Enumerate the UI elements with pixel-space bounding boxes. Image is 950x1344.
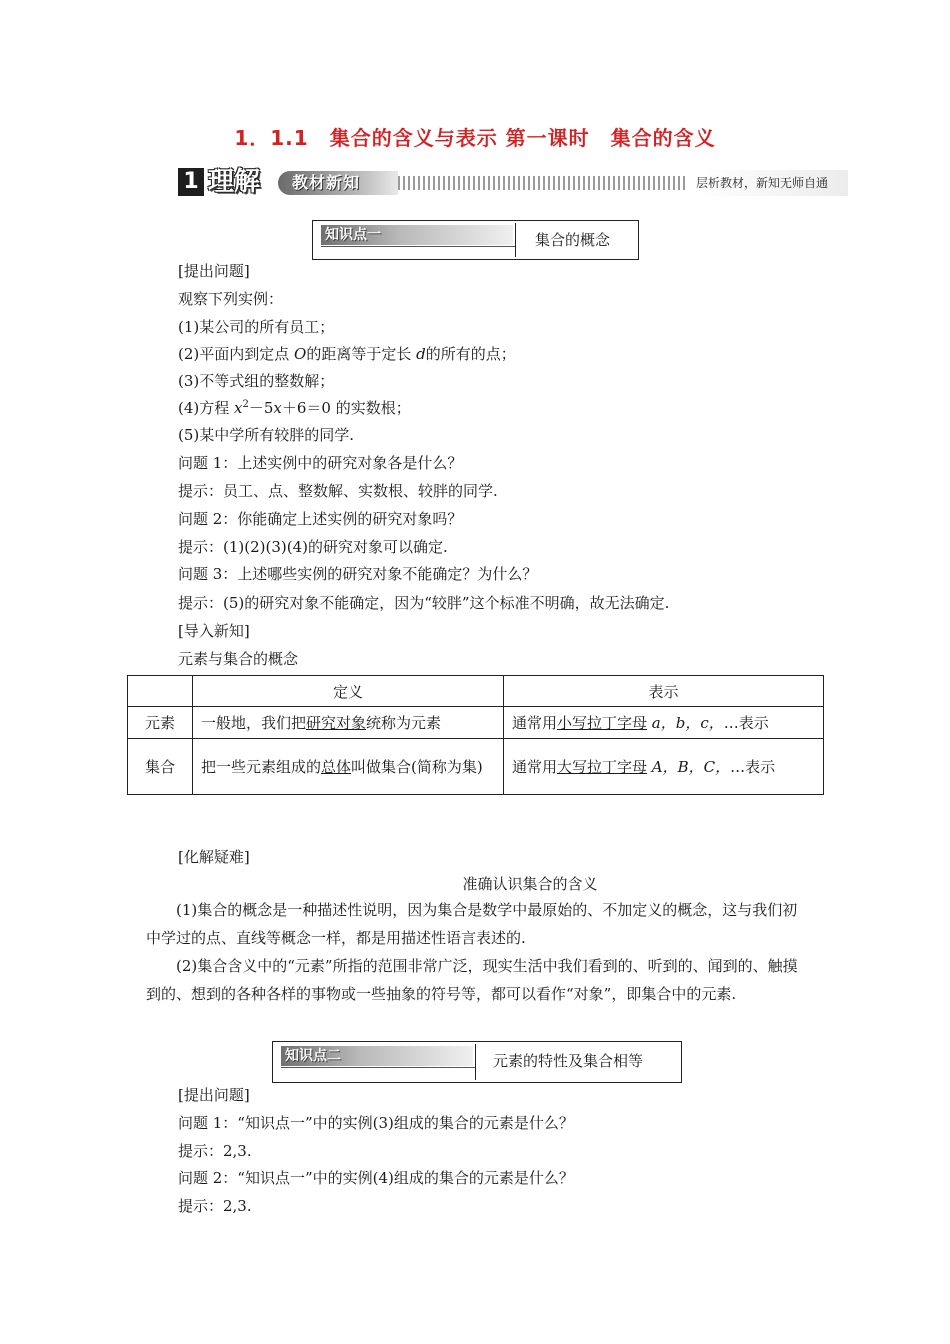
section-heading: [导入新知] [178, 622, 250, 640]
divider [281, 1067, 475, 1068]
example-5: (5)某中学所有较胖的同学. [178, 426, 355, 444]
banner-main-text: 理解 [208, 167, 261, 197]
banner-number: 1 [178, 168, 204, 196]
example-1: (1)某公司的所有员工； [178, 318, 335, 336]
knowledge-point-two-tab [281, 1046, 473, 1066]
text: …表示 [723, 714, 769, 732]
section-heading: [提出问题] [178, 262, 250, 280]
knowledge-point-one-box [312, 220, 639, 260]
knowledge-point-two-tab-text: 知识点二 [285, 1048, 341, 1064]
text: 叫做集合(简称为集) [351, 757, 483, 776]
knowledge-point-two-label: 元素的特性及集合相等 [493, 1052, 644, 1070]
knowledge-point-two-box [272, 1041, 682, 1083]
text: 把一些元素组成的 [201, 757, 322, 776]
variables: A，B，C， [647, 758, 731, 776]
section-heading: [提出问题] [178, 1086, 250, 1104]
section-banner [178, 166, 848, 200]
table-row [128, 707, 824, 739]
text: 一般地，我们把 [201, 714, 307, 732]
knowledge-point-one-tab [321, 225, 513, 245]
example-3: (3)不等式组的整数解； [178, 372, 335, 390]
subsection-title: 准确认识集合的含义 [462, 875, 598, 893]
question-2: 问题 2：你能确定上述实例的研究对象吗？ [178, 510, 463, 528]
table-cell [504, 707, 824, 739]
hint-2: 提示：(1)(2)(3)(4)的研究对象可以确定. [178, 538, 448, 556]
question-1: 问题 1：上述实例中的研究对象各是什么？ [178, 454, 463, 472]
var-O: O [294, 345, 307, 363]
question-1: 问题 1：“知识点一”中的实例(3)组成的集合的元素是什么？ [178, 1114, 574, 1132]
example-2 [178, 343, 516, 364]
text: 通常用 [512, 714, 558, 732]
text: 的距离等于定长 [306, 345, 417, 363]
underlined-text: 小写拉丁字母 [557, 714, 648, 732]
table-cell [193, 739, 504, 795]
banner-tag [278, 171, 398, 195]
table-header-row [128, 676, 824, 707]
hint-3: 提示：(5)的研究对象不能确定，因为“较胖”这个标准不明确，故无法确定. [178, 594, 670, 612]
text: ＋6＝0 的实数根； [281, 399, 411, 417]
underlined-text: 研究对象 [306, 714, 367, 732]
page-title: 1．1.1 集合的含义与表示 第一课时 集合的含义 [234, 126, 716, 150]
banner-tag-text: 教材新知 [292, 173, 361, 192]
example-4 [178, 397, 411, 418]
intro-text: 观察下列实例： [178, 290, 284, 308]
text: (4)方程 [178, 399, 235, 417]
text: …表示 [730, 758, 776, 776]
table-header [128, 676, 193, 707]
banner-stripes [398, 176, 688, 190]
var-x: x [234, 399, 243, 417]
exponent: 2 [242, 399, 249, 410]
table-caption: 元素与集合的概念 [178, 650, 299, 668]
section-heading: [化解疑难] [178, 848, 250, 866]
var-x: x [273, 399, 282, 417]
table-row [128, 739, 824, 795]
knowledge-point-one-tab-text: 知识点一 [325, 227, 381, 243]
variables: a，b，c， [647, 714, 724, 732]
paragraph-1: (1)集合的概念是一种描述性说明，因为集合是数学中最原始的、不加定义的概念，这与我们初中学过的点、直线等概念一样，都是用描述性语言表述的. [146, 901, 798, 947]
var-d: d [416, 345, 426, 363]
divider [515, 223, 516, 257]
concept-table [127, 675, 824, 795]
table-header: 定义 [193, 676, 504, 707]
hint-1: 提示：员工、点、整数解、实数根、较胖的同学. [178, 482, 498, 500]
text: 通常用 [512, 758, 558, 776]
table-cell [193, 707, 504, 739]
text: 统称为元素 [366, 714, 442, 732]
table-cell [504, 739, 824, 795]
underlined-text: 总体 [321, 757, 352, 776]
banner-slogan-box [694, 170, 848, 196]
table-cell: 集合 [128, 739, 193, 795]
text: (2)平面内到定点 [178, 345, 295, 363]
hint-2: 提示：2,3. [178, 1197, 252, 1215]
hint-1: 提示：2,3. [178, 1142, 252, 1160]
divider [475, 1044, 476, 1080]
text: 的所有的点； [425, 345, 516, 363]
table-cell: 元素 [128, 707, 193, 739]
banner-slogan: 层析教材，新知无师自通 [696, 176, 829, 190]
text: －5 [248, 399, 274, 417]
question-3: 问题 3：上述哪些实例的研究对象不能确定？为什么？ [178, 565, 538, 583]
question-2: 问题 2：“知识点一”中的实例(4)组成的集合的元素是什么？ [178, 1169, 574, 1187]
divider [321, 246, 515, 247]
knowledge-point-one-label: 集合的概念 [535, 231, 611, 249]
underlined-text: 大写拉丁字母 [557, 758, 648, 776]
paragraph-2: (2)集合含义中的“元素”所指的范围非常广泛，现实生活中我们看到的、听到的、闻到的、触摸到的、想到的各种各样的事物或一些抽象的符号等，都可以看作“对象”，即集合中的元素. [146, 957, 798, 1003]
table-header: 表示 [504, 676, 824, 707]
